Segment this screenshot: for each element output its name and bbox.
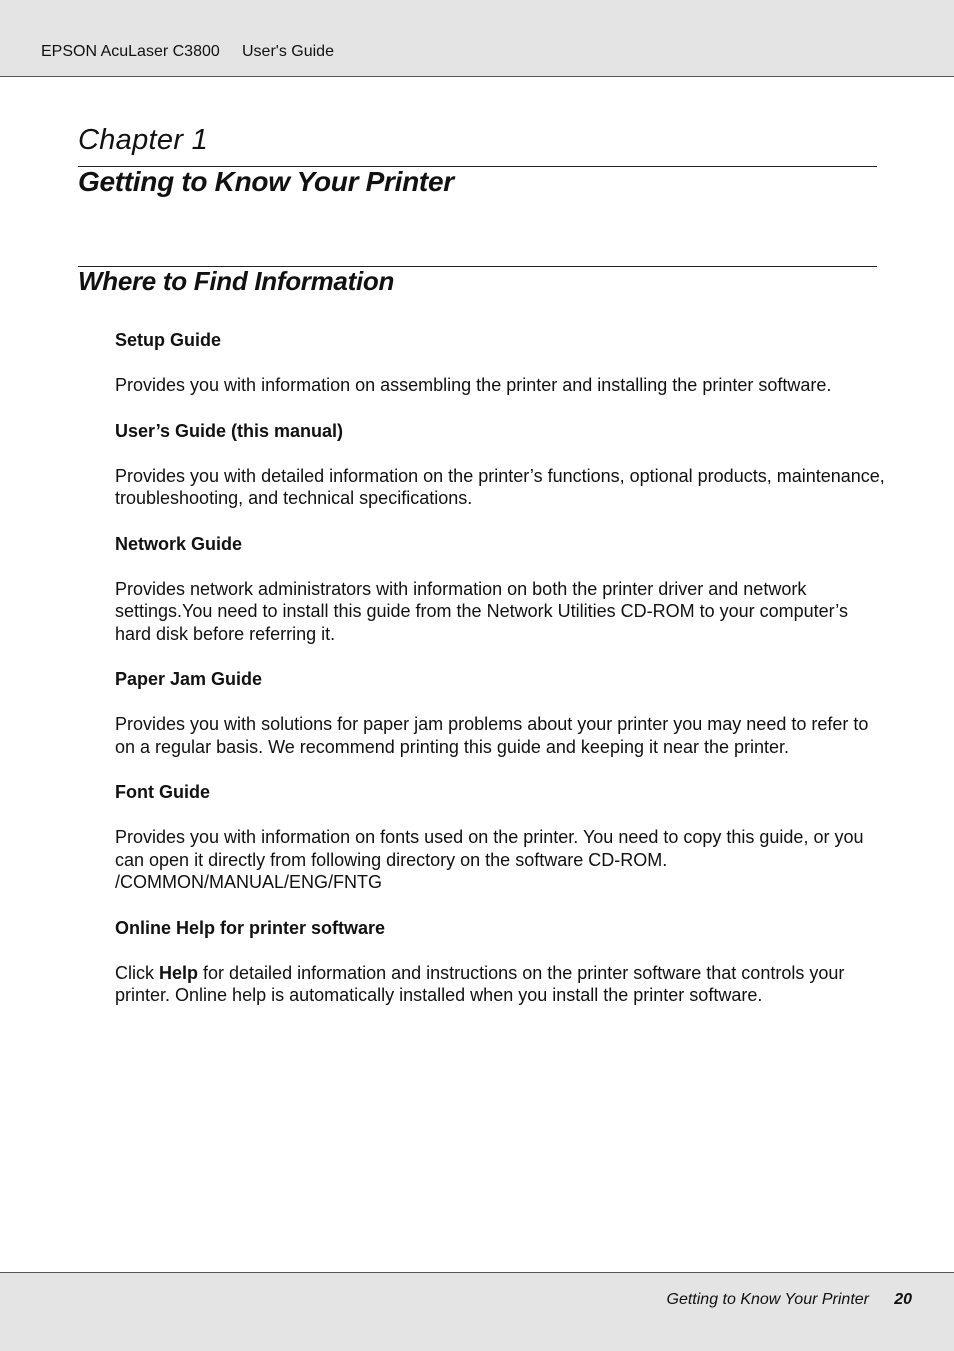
entry-description-text: Provides you with information on fonts used on the printer. You need to copy this guide, or you can open it directly from following directory on the software CD-ROM.	[115, 827, 864, 870]
list-item	[115, 533, 885, 646]
directory-path: /COMMON/MANUAL/ENG/FNTG	[115, 872, 383, 892]
entry-description: Provides you with information on assembling the printer and installing the printer software.	[115, 375, 832, 395]
entry-description: Provides network administrators with information on both the printer driver and network settings.You need to install this guide from the Network Utilities CD-ROM to your computer’s hard disk before referring it.	[115, 578, 848, 644]
entry-description: Provides you with solutions for paper jam problems about your printer you may need to refer to on a regular basis. We recommend printing this guide and keeping it near the printer.	[115, 714, 869, 757]
footer-title: Getting to Know Your Printer	[666, 1291, 869, 1308]
header-product: EPSON AcuLaser C3800	[41, 43, 220, 60]
chapter-title: Getting to Know Your Printer	[78, 166, 454, 197]
entry-heading: User’s Guide (this manual)	[115, 420, 344, 441]
list-item	[115, 420, 885, 510]
help-term: Help	[159, 962, 199, 983]
page-footer	[0, 1272, 954, 1351]
list-item	[115, 781, 885, 894]
entry-description-suffix: for detailed information and instructions on the printer software that controls your printer. Online help is automatically installed when you install the printer software.	[115, 962, 845, 1005]
entry-description-prefix: Click	[115, 962, 159, 983]
entry-heading: Paper Jam Guide	[115, 669, 263, 689]
chapter-label: Chapter 1	[78, 124, 209, 156]
entry-heading: Font Guide	[115, 782, 210, 802]
list-item	[115, 917, 885, 1007]
info-list	[115, 329, 885, 1030]
entry-description	[115, 826, 885, 894]
header-text	[41, 43, 334, 61]
entry-heading: Setup Guide	[115, 330, 222, 350]
entry-heading: Online Help for printer software	[115, 917, 386, 938]
page-number: 20	[894, 1291, 912, 1308]
header-guide: User's Guide	[242, 43, 334, 60]
entry-description: Provides you with detailed information on the printer’s functions, optional products, maintenance, troubleshooting, and technical specifications.	[115, 465, 885, 508]
list-item	[115, 668, 885, 758]
list-item	[115, 329, 885, 397]
page-header	[0, 0, 954, 77]
entry-heading: Network Guide	[115, 533, 243, 554]
entry-description	[115, 962, 885, 1007]
section-title: Where to Find Information	[78, 266, 395, 296]
